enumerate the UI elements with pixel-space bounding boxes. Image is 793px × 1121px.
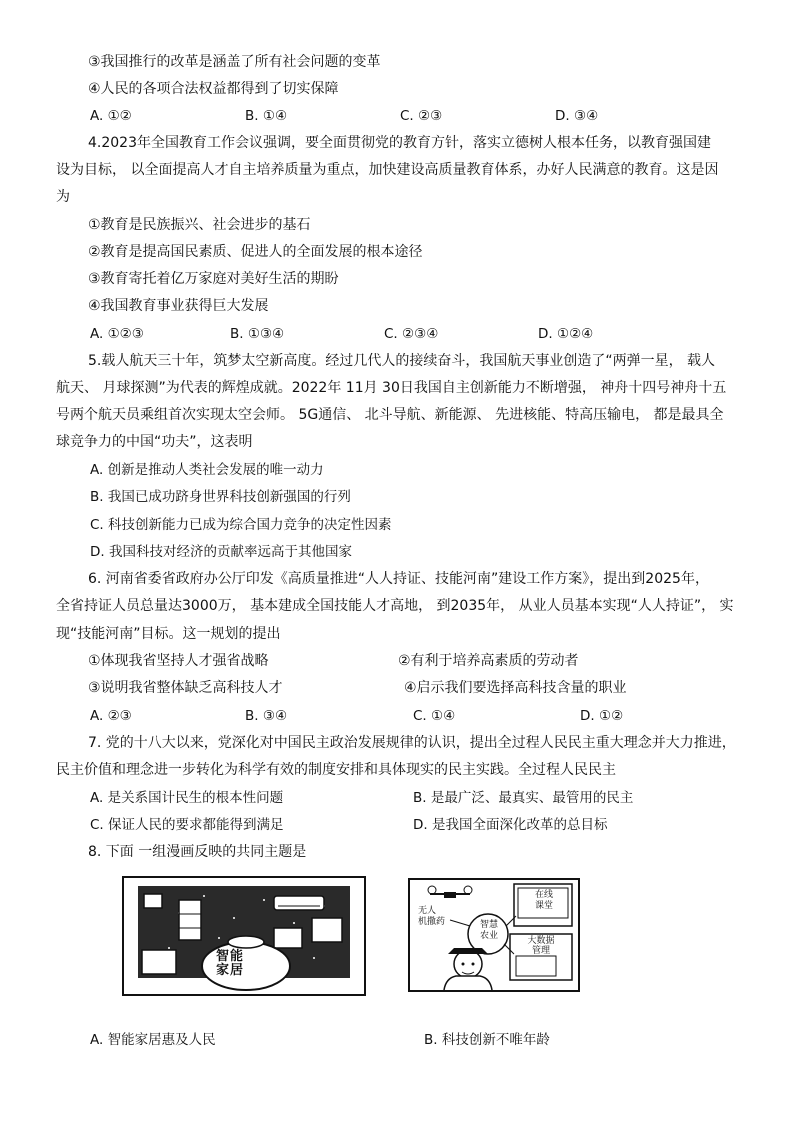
smart-home-label-char-2: 能 bbox=[230, 949, 245, 964]
q5-option-d: D. 我国科技对经济的贡献率远高于其他国家 bbox=[90, 544, 352, 560]
smart-agriculture-label bbox=[476, 920, 502, 942]
smart-home-label-char-4: 居 bbox=[230, 963, 245, 978]
q7-option-b: B. 是最广泛、最真实、最管用的民主 bbox=[413, 790, 634, 806]
q5-stem-line-2: 航天、 月球探测”为代表的辉煌成就。2022年 11月 30日我国自主创新能力不断增强， 神舟十四号神舟十五 bbox=[56, 380, 727, 396]
online-classroom-label bbox=[524, 890, 564, 912]
q3-statement-4: ④人民的各项合法权益都得到了切实保障 bbox=[88, 81, 339, 97]
q6-statement-1: ①体现我省坚持人才强省战略 bbox=[88, 653, 269, 669]
q6-option-c: C. ①④ bbox=[413, 708, 456, 724]
q4-option-b: B. ①③④ bbox=[230, 326, 285, 342]
q6-option-b: B. ③④ bbox=[245, 708, 288, 724]
q8-option-b: B. 科技创新不唯年龄 bbox=[424, 1032, 550, 1048]
big-data-label-line-1: 大数据 bbox=[527, 936, 555, 946]
big-data-label-line-2: 管理 bbox=[531, 946, 550, 956]
q4-stem-line-1: 4.2023年全国教育工作会议强调，要全面贯彻党的教育方针，落实立德树人根本任务，以教育强国建 bbox=[88, 135, 711, 151]
q6-stem-line-1: 6. 河南省委省政府办公厅印发《高质量推进“人人持证、技能河南”建设工作方案》，提出到2025年， bbox=[88, 571, 709, 587]
online-classroom-label-line-1: 在线 bbox=[534, 890, 553, 900]
q4-stem-line-2: 设为目标， 以全面提高人才自主培养质量为重点，加快建设高质量教育体系，办好人民满意的教育。这是因 bbox=[56, 162, 719, 178]
q6-option-d: D. ①② bbox=[580, 708, 624, 724]
drone-spraying-label bbox=[418, 906, 445, 928]
q3-option-a: A. ①② bbox=[90, 108, 132, 124]
smart-home-label-char-1: 智 bbox=[216, 949, 231, 964]
drone-spraying-label-line-2: 机撒药 bbox=[418, 917, 446, 927]
q4-statement-2: ②教育是提高国民素质、促进人的全面发展的根本途径 bbox=[88, 244, 423, 260]
smart-home-label-char-3: 家 bbox=[216, 963, 231, 978]
smart-agriculture-label-line-1: 智慧 bbox=[479, 920, 498, 930]
q6-statement-3: ③说明我省整体缺乏高科技人才 bbox=[88, 680, 283, 696]
q5-stem-line-4: 球竞争力的中国“功夫”，这表明 bbox=[56, 434, 253, 450]
q4-statement-1: ①教育是民族振兴、社会进步的基石 bbox=[88, 217, 311, 233]
drone-spraying-label-line-1: 无人 bbox=[418, 906, 437, 916]
smart-agriculture-label-line-2: 农业 bbox=[479, 931, 498, 941]
smart-home-cartoon bbox=[122, 876, 366, 996]
q4-option-c: C. ②③④ bbox=[384, 326, 439, 342]
q6-option-a: A. ②③ bbox=[90, 708, 132, 724]
online-classroom-label-line-2: 课堂 bbox=[534, 901, 553, 911]
q6-stem-line-3: 现“技能河南”目标。这一规划的提出 bbox=[56, 626, 281, 642]
q4-stem-line-3: 为 bbox=[56, 189, 70, 205]
q5-stem-line-3: 号两个航天员乘组首次实现太空会师。 5G通信、 北斗导航、新能源、 先进核能、特高压输电， 都是最具全 bbox=[56, 407, 724, 423]
q7-option-d: D. 是我国全面深化改革的总目标 bbox=[413, 817, 608, 833]
q6-statement-2: ②有利于培养高素质的劳动者 bbox=[398, 653, 579, 669]
q7-option-c: C. 保证人民的要求都能得到满足 bbox=[90, 817, 284, 833]
q7-option-a: A. 是关系国计民生的根本性问题 bbox=[90, 790, 284, 806]
q3-option-b: B. ①④ bbox=[245, 108, 288, 124]
q4-option-d: D. ①②④ bbox=[538, 326, 594, 342]
q8-option-a: A. 智能家居惠及人民 bbox=[90, 1032, 216, 1048]
q8-stem-line-1: 8. 下面 一组漫画反映的共同主题是 bbox=[88, 844, 307, 860]
smart-agriculture-cartoon bbox=[408, 878, 580, 992]
q3-statement-3: ③我国推行的改革是涵盖了所有社会问题的变革 bbox=[88, 54, 381, 70]
q7-stem-line-2: 民主价值和理念进一步转化为科学有效的制度安排和具体现实的民主实践。全过程人民民主 bbox=[56, 762, 616, 778]
q6-statement-4: ④启示我们要选择高科技含量的职业 bbox=[404, 680, 627, 696]
q4-statement-4: ④我国教育事业获得巨大发展 bbox=[88, 298, 269, 314]
q5-option-a: A. 创新是推动人类社会发展的唯一动力 bbox=[90, 462, 324, 478]
q5-stem-line-1: 5.载人航天三十年，筑梦太空新高度。经过几代人的接续奋斗，我国航天事业创造了“两弹一星， 载人 bbox=[88, 353, 716, 369]
q3-option-d: D. ③④ bbox=[555, 108, 599, 124]
q5-option-c: C. 科技创新能力已成为综合国力竞争的决定性因素 bbox=[90, 517, 392, 533]
q4-statement-3: ③教育寄托着亿万家庭对美好生活的期盼 bbox=[88, 271, 339, 287]
q3-option-c: C. ②③ bbox=[400, 108, 443, 124]
big-data-label bbox=[514, 936, 568, 956]
q6-stem-line-2: 全省持证人员总量达3000万， 基本建成全国技能人才高地， 到2035年， 从业人员基本实现“人人持证”， 实 bbox=[56, 598, 734, 614]
q7-stem-line-1: 7. 党的十八大以来，党深化对中国民主政治发展规律的认识，提出全过程人民民主重大理念并大力推进， bbox=[88, 735, 736, 751]
smart-home-label bbox=[216, 950, 244, 978]
q5-option-b: B. 我国已成功跻身世界科技创新强国的行列 bbox=[90, 489, 351, 505]
q4-option-a: A. ①②③ bbox=[90, 326, 144, 342]
